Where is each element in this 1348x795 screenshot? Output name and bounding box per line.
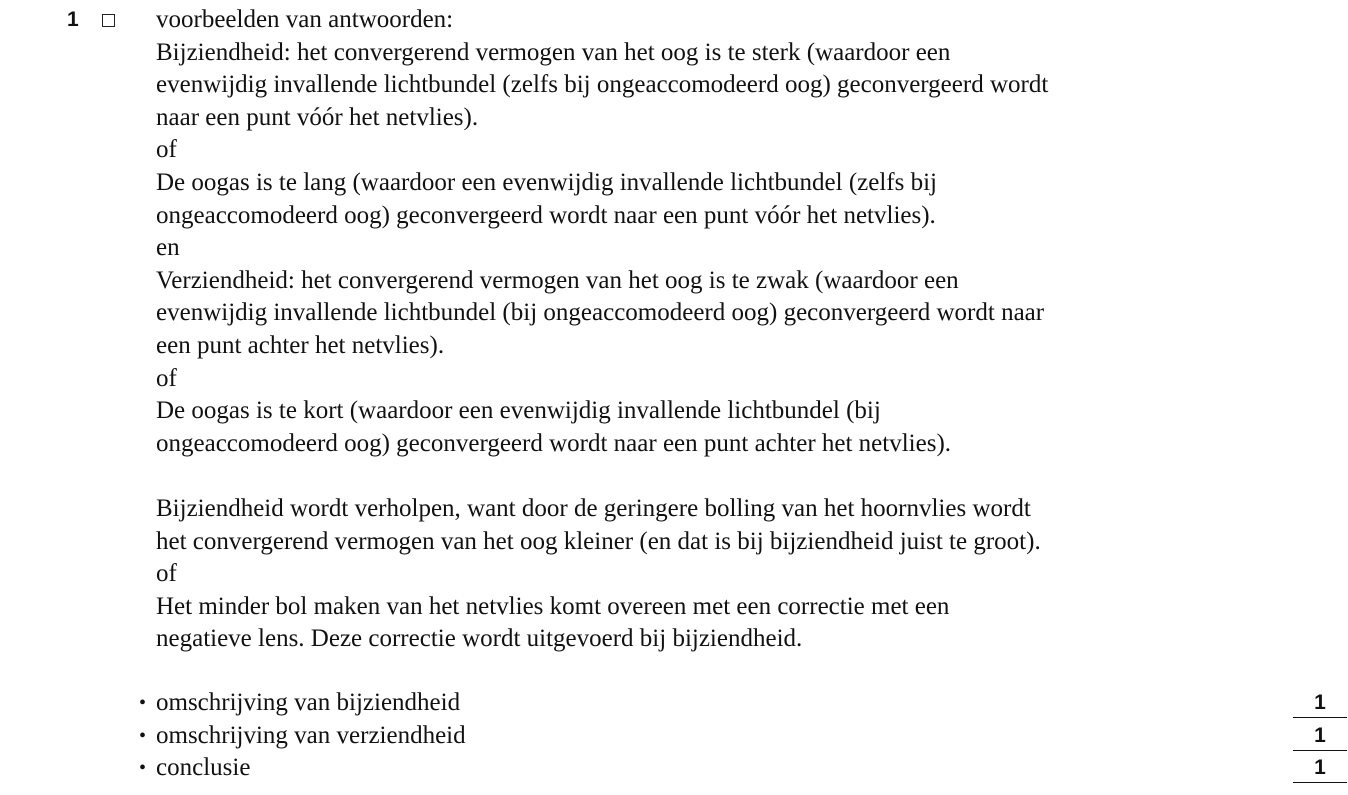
answer-line: een punt achter het netvlies). [156, 331, 445, 359]
criterion-row [0, 687, 1348, 720]
answer-line: ongeaccomodeerd oog) geconvergeerd wordt naar een punt achter het netvlies). [156, 429, 952, 457]
answer-line: naar een punt vóór het netvlies). [156, 103, 479, 131]
answer-line: Bijziendheid: het convergerend vermogen van het oog is te sterk (waardoor een [156, 38, 951, 66]
criterion-text: omschrijving van bijziendheid [156, 689, 461, 716]
answer-line: het convergerend vermogen van het oog kleiner (en dat is bij bijziendheid juist te groot). [156, 527, 1041, 555]
criterion-points: 1 [1293, 687, 1347, 718]
answer-line: ongeaccomodeerd oog) geconvergeerd wordt naar een punt vóór het netvlies). [156, 201, 936, 229]
answer-line: Het minder bol maken van het netvlies komt overeen met een correctie met een [156, 592, 950, 620]
answer-line: of [156, 364, 177, 392]
bullet-icon: • [139, 757, 147, 780]
answer-line: evenwijdig invallende lichtbundel (bij ongeaccomodeerd oog) geconvergeerd wordt naar [156, 299, 1045, 327]
answer-line: en [156, 234, 180, 262]
answer-line: evenwijdig invallende lichtbundel (zelfs bij ongeaccomodeerd oog) geconvergeerd wordt [156, 71, 1049, 99]
answer-line: De oogas is te lang (waardoor een evenwijdig invallende lichtbundel (zelfs bij [156, 168, 937, 196]
answer-line: negatieve lens. Deze correctie wordt uitgevoerd bij bijziendheid. [156, 625, 803, 653]
criterion-row [0, 720, 1348, 753]
criterion-points: 1 [1293, 720, 1347, 751]
scoring-criteria [0, 687, 1348, 785]
bullet-icon: • [139, 724, 147, 747]
answer-line: voorbeelden van antwoorden: [156, 6, 454, 33]
criterion-row [0, 752, 1348, 785]
criterion-text: omschrijving van verziendheid [156, 721, 466, 749]
question-number: 1 [67, 8, 79, 31]
answer-line: of [156, 136, 177, 164]
answer-text-block [156, 4, 1286, 656]
answer-line: Verziendheid: het convergerend vermogen van het oog is te zwak (waardoor een [156, 266, 959, 294]
answer-line: De oogas is te kort (waardoor een evenwijdig invallende lichtbundel (bij [156, 397, 881, 425]
bullet-icon: • [139, 692, 147, 714]
criterion-text: conclusie [156, 754, 251, 782]
question-checkbox[interactable] [102, 14, 115, 27]
paragraph-gap [156, 460, 1286, 493]
criterion-points: 1 [1293, 752, 1347, 783]
answer-line: of [156, 560, 177, 588]
answer-line: Bijziendheid wordt verholpen, want door de geringere bolling van het hoornvlies wordt [156, 494, 1031, 522]
